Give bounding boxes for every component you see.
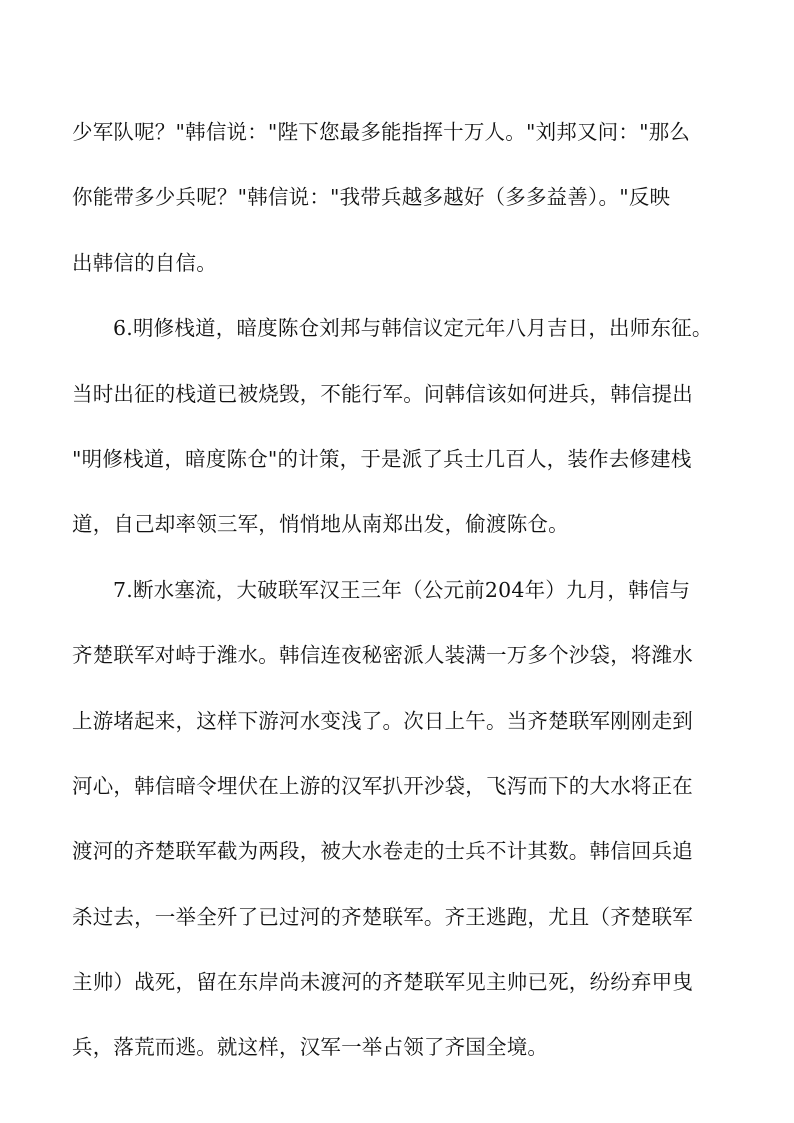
- text-line: 杀过去，一举全歼了已过河的齐楚联军。齐王逃跑，尤且（齐楚联军: [72, 904, 693, 929]
- text-line: 上游堵起来，这样下游河水变浅了。次日上午。当齐楚联军刚刚走到: [72, 708, 693, 733]
- paragraph-7-start: 7.断水塞流，大破联军汉王三年（公元前204年）九月，韩信与: [113, 577, 691, 602]
- paragraph-6-start: 6.明修栈道，暗度陈仓刘邦与韩信议定元年八月吉日，出师东征。: [113, 316, 713, 341]
- text-line: 齐楚联军对峙于潍水。韩信连夜秘密派人装满一万多个沙袋，将潍水: [72, 643, 693, 668]
- text-line: 兵，落荒而逃。就这样，汉军一举占领了齐国全境。: [72, 1035, 549, 1060]
- text-line: "明修栈道，暗度陈仓"的计策，于是派了兵士几百人，装作去修建栈: [72, 446, 692, 471]
- text-line: 出韩信的自信。: [72, 250, 217, 275]
- text-line: 河心，韩信暗令埋伏在上游的汉军扒开沙袋，飞泻而下的大水将正在: [72, 773, 693, 798]
- text-line: 道，自己却率领三军，悄悄地从南郑出发，偷渡陈仓。: [72, 512, 569, 537]
- text-line: 少军队呢？"韩信说："陛下您最多能指挥十万人。"刘邦又问："那么: [72, 120, 691, 144]
- text-line: 当时出征的栈道已被烧毁，不能行军。问韩信该如何进兵，韩信提出: [72, 381, 693, 406]
- text-line: 渡河的齐楚联军截为两段，被大水卷走的士兵不计其数。韩信回兵追: [72, 839, 693, 864]
- body-text: [72, 110, 722, 1091]
- text-line: 主帅）战死，留在东岸尚未渡河的齐楚联军见主帅已死，纷纷弃甲曳: [72, 970, 693, 995]
- text-line: 你能带多少兵呢？"韩信说："我带兵越多越好（多多益善）。"反映: [72, 185, 671, 210]
